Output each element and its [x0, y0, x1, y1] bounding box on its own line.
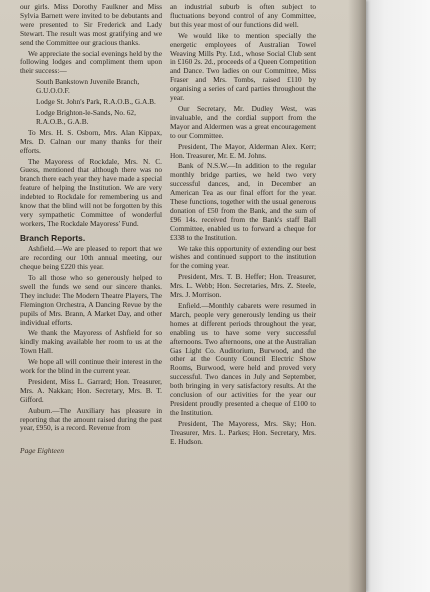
paragraph: our girls. Miss Dorothy Faulkner and Miss Sylvia Barnett were invited to be debutants and were presented to Sir Frederick and Lady Stewart. The result was most gratifying and we send the Committee our gracious thanks. [20, 2, 162, 47]
paragraph: President, Mrs. T. B. Heffer; Hon. Treasurer, Mrs. L. Webb; Hon. Secretaries, Mrs. Z. Steele, Mrs. J. Morrison. [170, 272, 316, 300]
paragraph: To all those who so generously helped to swell the funds we send our sincere thanks. They include: The Modern Theatre Players, The Flemington Orchestra, A Dancing Revue by the pupils of Mrs. Brann, A Market Day, and other individual efforts. [20, 272, 162, 327]
paragraph: To Mrs. H. S. Osborn, Mrs. Alan Kippax, Mrs. D. Calnan our many thanks for their efforts. [20, 127, 162, 155]
paragraph: We thank the Mayoress of Ashfield for so kindly making available her room to us at the Town Hall. [20, 328, 162, 356]
paragraph: Auburn.—The Auxiliary has pleasure in reporting that the amount raised during the past year, £950, is a record. Revenue from [20, 405, 162, 433]
paragraph: Enfield.—Monthly cabarets were resumed in March, people very generously lending us their homes at different periods throughout the year, enabling us to have some very successful afternoons. Two afternoons, one at the Australian Gas Light Co. Auditorium, Burwood, and the other at the County Council Electric Show Rooms, Burwood, were held and proved very successful. Two dances in July and September, both bringing in very satisfactory results. At the conclusion of our activities for the year our President proudly presented a cheque of £100 to the Institution. [170, 301, 316, 417]
paragraph: an industrial suburb is often subject to fluctuations beyond control of any Committee, but this year most of our functions did well. [170, 2, 316, 29]
paragraph: President, The Mayoress, Mrs. Sky; Hon. Treasurer, Mrs. L. Parkes; Hon. Secretary, Mrs. E. Hudson. [170, 418, 316, 446]
paragraph: We hope all will continue their interest in the work for the blind in the current year. [20, 357, 162, 376]
paragraph: We would like to mention specially the energetic employees of Australian Towel Weaving Mills Pty. Ltd., whose Social Club sent in £160 2s. 2d., proceeds of a Queen Competition and Dance. Two ladies on our Committee, Miss Fraser and Mrs. Tombs, raised £110 by organising a series of card parties throughout the year. [170, 30, 316, 103]
paragraph: Our Secretary, Mr. Dudley West, was invaluable, and the cordial support from the Mayor and Aldermen was a great encouragement to our Committee. [170, 103, 316, 140]
paragraph: We take this opportunity of extending our best wishes and continued support to the institution for the coming year. [170, 243, 316, 271]
paragraph: President, The Mayor, Alderman Alex. Kerr; Hon. Treasurer, Mr. E. M. Johns. [170, 141, 316, 160]
lodge-entry: Lodge St. John's Park, R.A.O.B., G.A.B. [36, 97, 156, 107]
lodge-entry: Lodge Brighton-le-Sands, No. 62, R.A.O.B., G.A.B. [36, 107, 136, 126]
section-heading: Branch Reports. [20, 232, 86, 243]
page-number: Page Eighteen [20, 446, 64, 455]
lodge-entry: South Bankstown Juvenile Branch, G.U.O.O.F. [36, 77, 140, 96]
paragraph: Bank of N.S.W.—In addition to the regular monthly bridge parties, we held two very successful dances, and, in December an American Tea as our final effort for the year. These functions, together with the usual generous donation of £50 from the Bank, and the sum of £96 14s. received from the Bank's staff Ball Committee, enabled us to forward a cheque for £338 to the Institution. [170, 161, 316, 242]
left-column [20, 3, 162, 433]
right-column [170, 3, 316, 447]
paragraph: The Mayoress of Rockdale, Mrs. N. C. Guess, mentioned that although there was no branch there each year they have made a special feature of helping the Institution. We are very indebted to Rockdale for remembering us and know that the blind will not be forgotten by this very sympathetic Committee of wonderful workers, The Rockdale Mayoress' Fund. [20, 156, 162, 228]
background-margin [365, 0, 430, 592]
paragraph: Ashfield.—We are pleased to report that we are recording our 10th annual meeting, our cheque being £220 this year. [20, 244, 162, 272]
paragraph: We appreciate the social evenings held by the following lodges and compliment them upon their success:— [20, 48, 162, 76]
paragraph: President, Miss L. Garrard; Hon. Treasurer, Mrs. A. Nakkan; Hon. Secretary, Mrs. B. T. Gifford. [20, 376, 162, 404]
page-fold-shadow [348, 0, 366, 592]
